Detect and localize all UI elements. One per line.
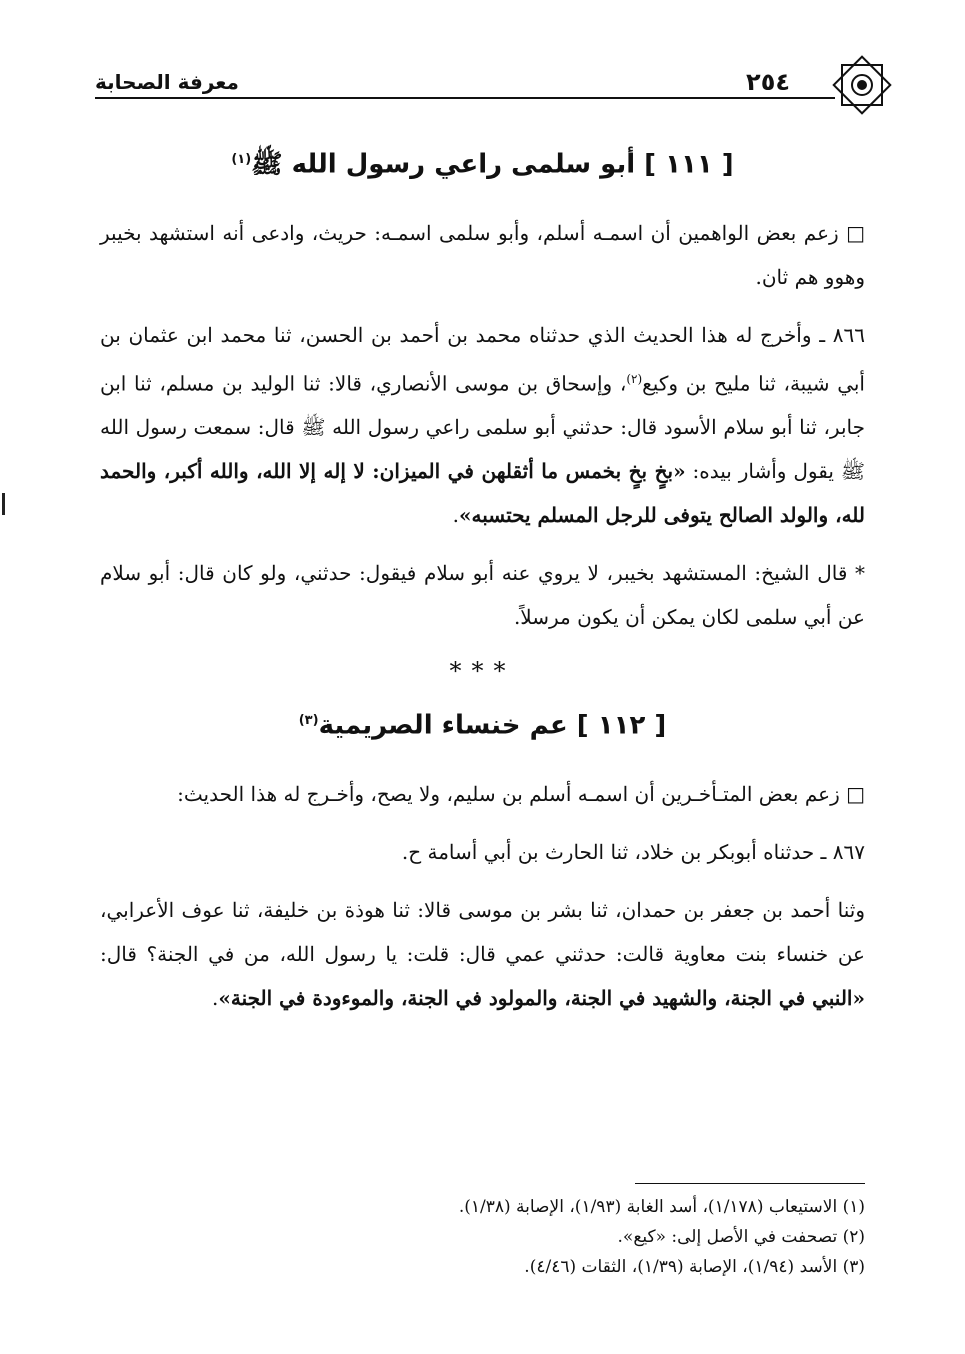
section-separator: *** bbox=[449, 657, 516, 686]
entry-heading-111 bbox=[100, 138, 865, 187]
footnote-3: (٣) الأسد (١/٩٤)، الإصابة (١/٣٩)، الثقات (٤/٤٦). bbox=[524, 1257, 865, 1277]
hadith-867-plain: وثنا أحمد بن جعفر بن حمدان، ثنا بشر بن موسى قالا: ثنا هوذة بن خليفة، ثنا عوف الأعرابي، عن خنساء بنت معاوية قالت: حدثني عمي قال: قلت: يا رسول الله، من في الجنة؟ قال: bbox=[100, 897, 865, 966]
hadith-866-part1: ٨٦٦ ـ وأخرج له هذا الحديث الذي حدثناه محمد بن أحمد بن الحسن، ثنا محمد ابن عثمان بن أبي شيبة، ثنا مليح بن وكيع bbox=[100, 322, 865, 396]
entry-heading-112 bbox=[100, 699, 865, 748]
footnote-ref-3: (٣) bbox=[298, 713, 319, 729]
hadith-866-end: . bbox=[452, 503, 459, 528]
page-number: ٢٥٤ bbox=[746, 68, 790, 96]
footnote-2: (٢) تصحفت في الأصل إلى: «كيع». bbox=[617, 1227, 865, 1247]
hadith-867-text: «النبي في الجنة، والشهيد في الجنة، والمولود في الجنة، والموءودة في الجنة» bbox=[218, 985, 865, 1010]
sheikh-comment: * قال الشيخ: المستشهد بخيبر، لا يروي عنه أبو سلام فيقول: حدثني، ولو كان قال: أبو سلام عن أبي سلمى لكان يمكن أن يكون مرسلاً. bbox=[100, 561, 865, 630]
footnote-rule bbox=[635, 1183, 865, 1184]
page-header bbox=[95, 60, 865, 100]
header-rule bbox=[95, 97, 835, 99]
hadith-867: ٨٦٧ ـ حدثناه أبوبكر بن خلاد، ثنا الحارث بن أبي أسامة ح. bbox=[401, 839, 865, 864]
entry-112-intro: □ زعم بعض المتـأخـرين أن اسمـه أسلم بن سليم، ولا يصح، وأخـرج له هذا الحديث: bbox=[177, 781, 865, 806]
hadith-866 bbox=[100, 313, 865, 538]
hadith-866-part2: ، وإسحاق بن موسى الأنصاري، قالا: ثنا الوليد بن مسلم، ثنا ابن جابر، ثنا أبو سلام الأسود قال: حدثني أبو سلمى راعي رسول الله ﷺ قال: سمعت رسول الله ﷺ يقول وأشار بيده: bbox=[100, 371, 865, 484]
entry-heading-112-text: [ ١١٢ ] عم خنساء الصريمية bbox=[318, 710, 667, 741]
entry-heading-111-text: [ ١١١ ] أبو سلمى راعي رسول الله ﷺ bbox=[251, 149, 734, 180]
footnote-ref-1: (١) bbox=[231, 152, 252, 167]
footnote-ref-2: (٢) bbox=[626, 371, 643, 386]
hadith-867-continuation bbox=[100, 888, 865, 1020]
octagram-ornament-icon bbox=[829, 52, 895, 118]
main-text bbox=[100, 128, 865, 1034]
margin-mark bbox=[2, 493, 5, 515]
book-title: معرفة الصحابة bbox=[95, 70, 239, 94]
entry-111-intro: □ زعم بعض الواهمين أن اسمـه أسلم، وأبو سلمى اسمـه: حريث، وادعى أنه استشهد بخيبر وهوو هم ثان. bbox=[100, 220, 865, 289]
hadith-866-text: «بخٍ بخٍ بخمس ما أثقلهن في الميزان: لا إله إلا الله، والله أكبر، والحمد لله، والولد الصالح يتوفى للرجل المسلم يحتسبه» bbox=[100, 459, 865, 528]
hadith-867-end: . bbox=[212, 985, 219, 1010]
footnotes bbox=[100, 1192, 865, 1282]
footnote-1: (١) الاستيعاب (١/١٧٨)، أسد الغابة (١/٩٣)، الإصابة (١/٣٨). bbox=[458, 1197, 865, 1217]
